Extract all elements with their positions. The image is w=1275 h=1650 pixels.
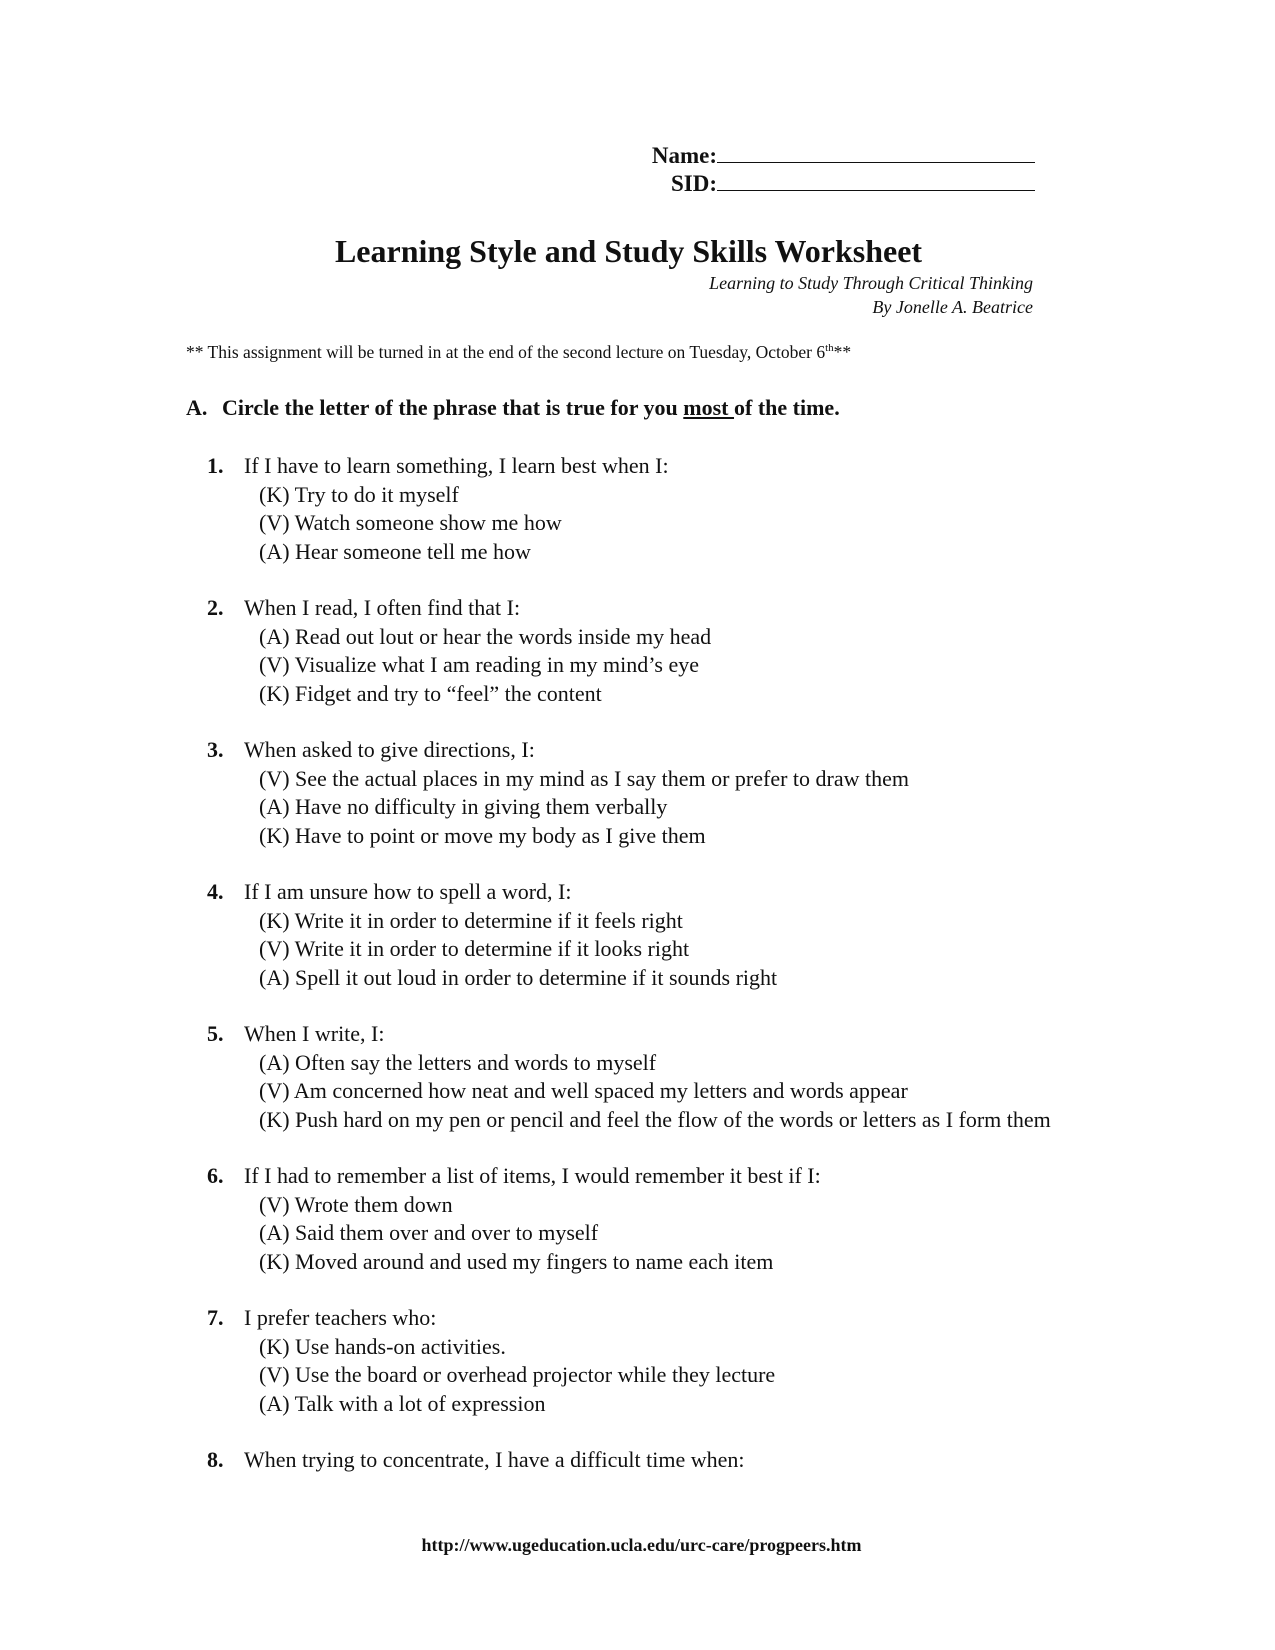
section-text-after: of the time. (734, 395, 840, 420)
section-letter: A. (186, 395, 208, 420)
answer-option[interactable]: (V) Watch someone show me how (259, 510, 562, 535)
answer-option[interactable]: (A) Spell it out loud in order to determine if it sounds right (259, 964, 778, 990)
question-number: 3. (207, 737, 224, 762)
question-prompt (207, 1162, 1187, 1191)
question-6 (207, 1162, 1187, 1276)
answer-option[interactable]: (V) Use the board or overhead projector while they lecture (259, 1362, 776, 1387)
answer-option[interactable]: (K) Fidget and try to “feel” the content (259, 680, 602, 706)
answer-option[interactable]: (K) Use hands-on activities. (259, 1333, 506, 1359)
answer-option[interactable]: (A) Hear someone tell me how (259, 538, 531, 564)
notice-end: ** (833, 342, 852, 362)
subtitle-line-1: Learning to Study Through Critical Thinking (709, 273, 1033, 293)
sid-label: SID: (670, 171, 717, 196)
question-text: When asked to give directions, I: (244, 737, 535, 762)
sid-field[interactable] (652, 170, 1035, 198)
answer-option[interactable]: (V) Am concerned how neat and well spaced my letters and words appear (259, 1078, 908, 1103)
question-3 (207, 736, 1187, 850)
answer-option[interactable]: (A) Talk with a lot of expression (259, 1390, 546, 1416)
subtitle-author: By Jonelle A. Beatrice (872, 297, 1033, 317)
question-list (207, 452, 1187, 1503)
due-date-notice (186, 342, 851, 363)
question-text: When trying to concentrate, I have a difficult time when: (244, 1447, 745, 1472)
section-heading-a (186, 395, 840, 421)
question-2 (207, 594, 1187, 708)
question-number: 4. (207, 879, 224, 904)
question-1 (207, 452, 1187, 566)
question-4 (207, 878, 1187, 992)
page-title: Learning Style and Study Skills Worksheet (334, 233, 923, 269)
question-number: 7. (207, 1305, 224, 1330)
answer-option[interactable]: (A) Have no difficulty in giving them verbally (259, 794, 668, 819)
answer-option[interactable]: (K) Write it in order to determine if it feels right (259, 907, 683, 933)
question-text: If I have to learn something, I learn best when I: (244, 453, 669, 478)
notice-text: ** This assignment will be turned in at the end of the second lecture on Tuesday, October 6 (186, 342, 826, 362)
question-prompt (207, 1020, 1187, 1049)
question-number: 5. (207, 1021, 224, 1046)
answer-option[interactable]: (V) Visualize what I am reading in my mind’s eye (259, 652, 699, 677)
question-prompt (207, 452, 1187, 481)
question-prompt (207, 1446, 1187, 1475)
answer-option[interactable]: (A) Read out lout or hear the words inside my head (259, 623, 712, 649)
answer-option[interactable]: (K) Moved around and used my fingers to name each item (259, 1248, 774, 1274)
question-number: 6. (207, 1163, 224, 1188)
answer-option[interactable]: (K) Try to do it myself (259, 481, 459, 507)
question-number: 2. (207, 595, 224, 620)
student-info-fields (652, 142, 1035, 198)
answer-option[interactable]: (V) See the actual places in my mind as I say them or prefer to draw them (259, 765, 909, 791)
question-text: If I had to remember a list of items, I would remember it best if I: (244, 1163, 821, 1188)
question-number: 1. (207, 453, 224, 478)
question-text: When I read, I often find that I: (244, 595, 521, 620)
question-5 (207, 1020, 1187, 1134)
question-prompt (207, 878, 1187, 907)
section-emphasis: most (683, 395, 735, 420)
name-label: Name: (651, 143, 717, 168)
question-8 (207, 1446, 1187, 1475)
answer-option[interactable]: (A) Often say the letters and words to myself (259, 1049, 657, 1075)
question-text: If I am unsure how to spell a word, I: (244, 879, 572, 904)
answer-option[interactable]: (V) Write it in order to determine if it looks right (259, 936, 690, 961)
sid-blank-line[interactable] (717, 171, 1035, 191)
question-text: I prefer teachers who: (244, 1305, 437, 1330)
question-text: When I write, I: (244, 1021, 385, 1046)
name-blank-line[interactable] (717, 143, 1035, 163)
name-field[interactable] (652, 142, 1035, 170)
section-text-before: Circle the letter of the phrase that is true for you (222, 395, 684, 420)
footer-url[interactable]: http://www.ugeducation.ucla.edu/urc-care/progpeers.htm (421, 1535, 862, 1555)
question-number: 8. (207, 1447, 224, 1472)
question-prompt (207, 736, 1187, 765)
notice-superscript: th (825, 342, 834, 355)
answer-option[interactable]: (K) Push hard on my pen or pencil and feel the flow of the words or letters as I form them (259, 1106, 1051, 1132)
answer-option[interactable]: (A) Said them over and over to myself (259, 1220, 599, 1245)
subtitle (709, 271, 1033, 319)
question-prompt (207, 1304, 1187, 1333)
answer-option[interactable]: (K) Have to point or move my body as I give them (259, 822, 706, 848)
question-prompt (207, 594, 1187, 623)
answer-option[interactable]: (V) Wrote them down (259, 1191, 453, 1217)
question-7 (207, 1304, 1187, 1418)
